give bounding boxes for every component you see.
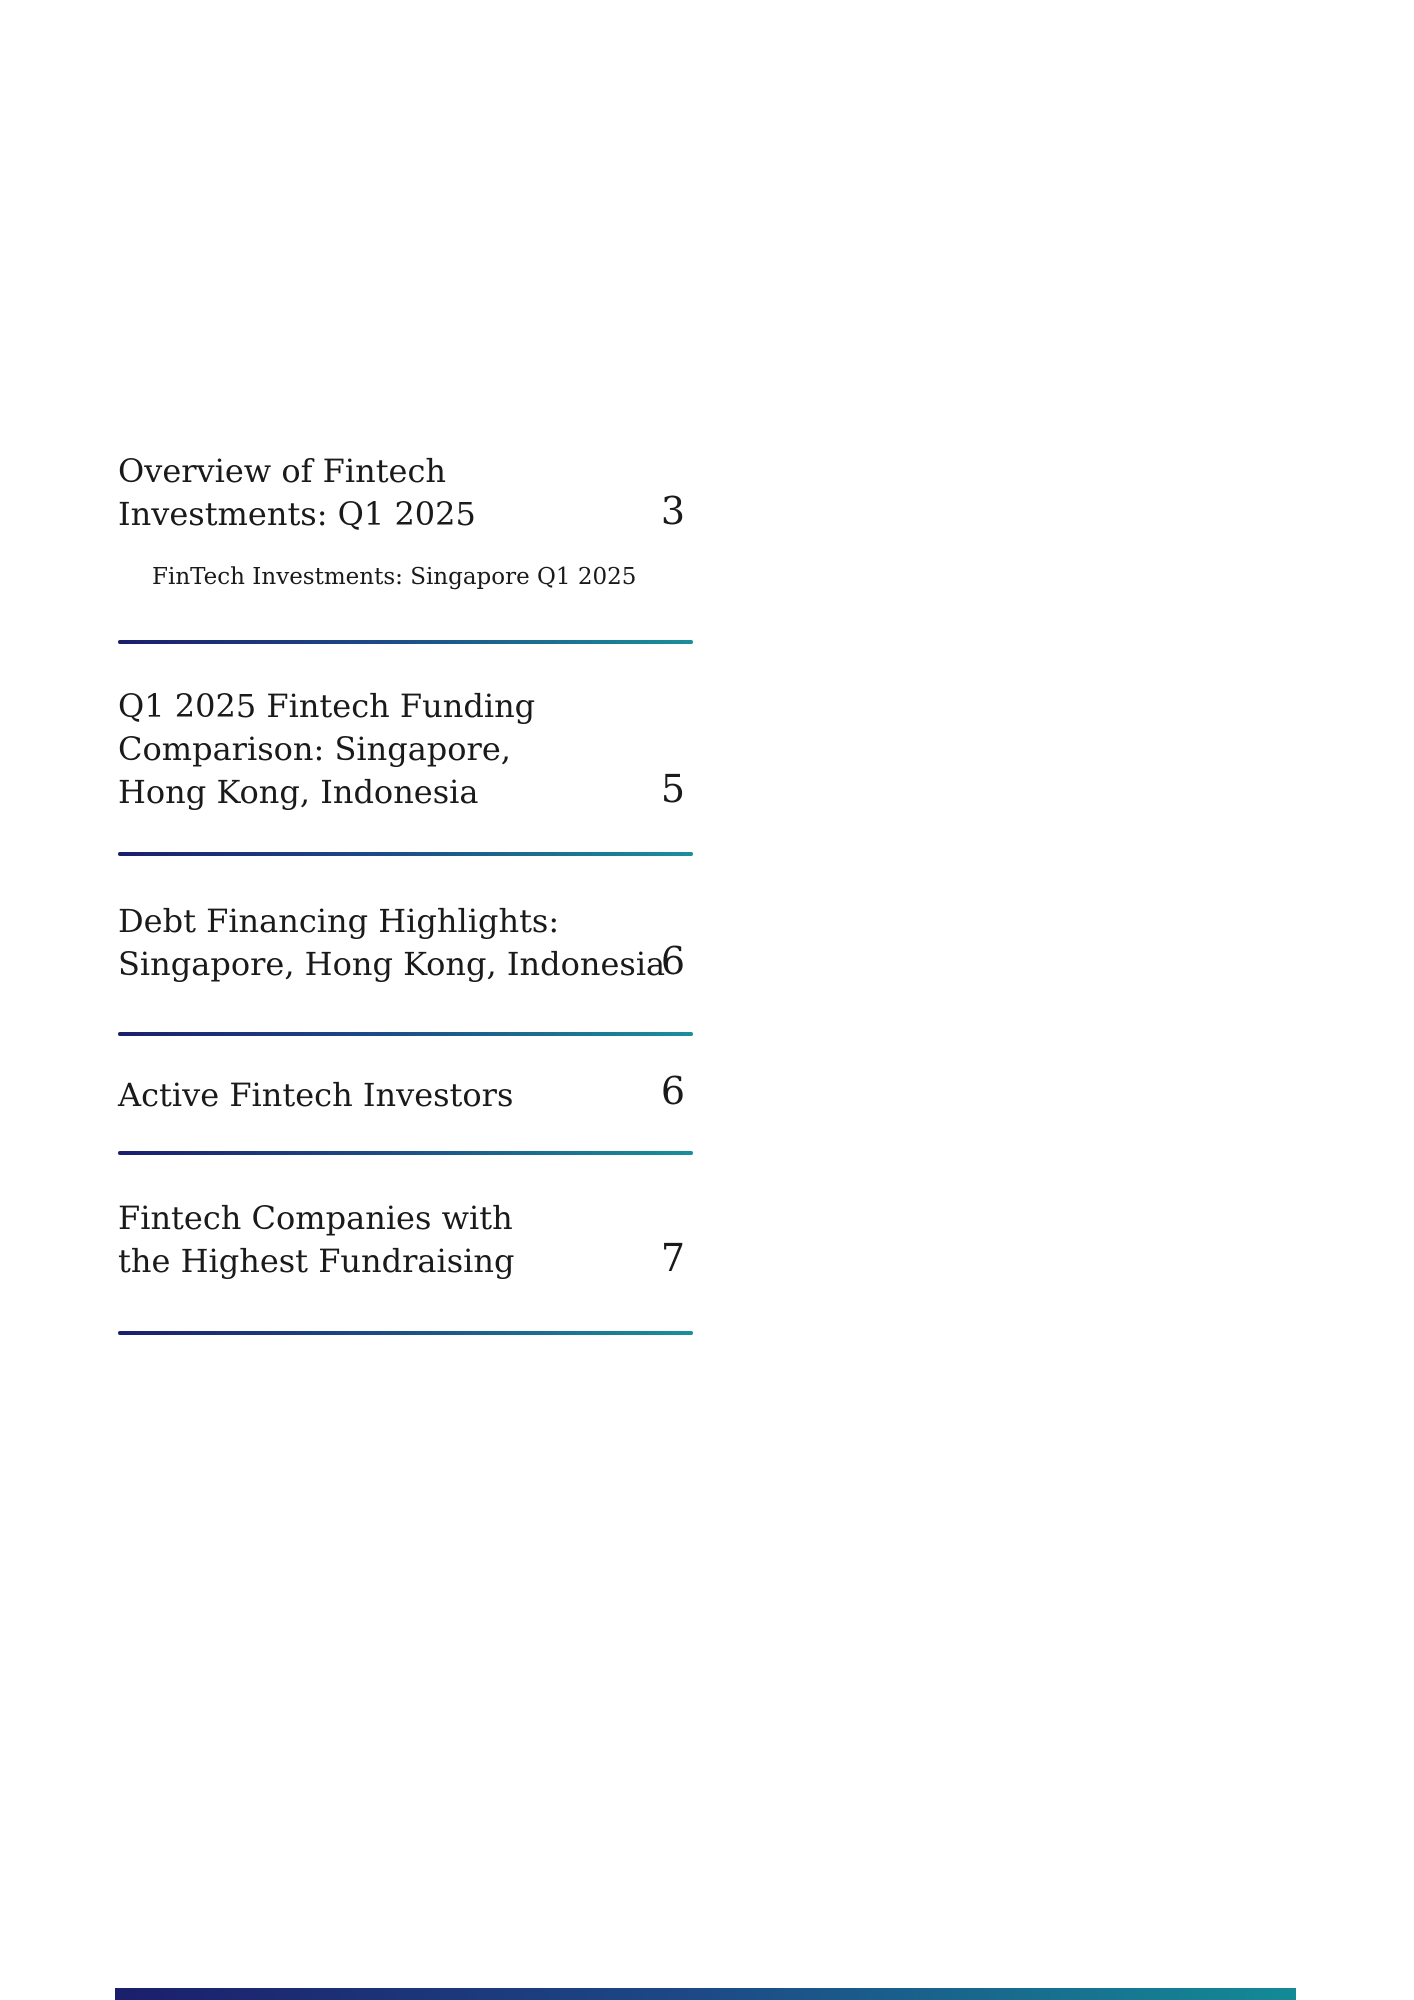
toc-entry-funding-comparison[interactable]: [118, 685, 693, 825]
toc-entry-page-number: 6: [660, 939, 685, 983]
toc-entry-title: [118, 1197, 514, 1283]
toc-entry-debt-financing[interactable]: [118, 900, 693, 1000]
toc-entry-title-line: Singapore, Hong Kong, Indonesia: [118, 945, 666, 983]
toc-subentry-singapore[interactable]: FinTech Investments: Singapore Q1 2025: [152, 564, 637, 590]
toc-entry-overview[interactable]: [118, 450, 693, 645]
toc-entry-title-line: Q1 2025 Fintech Funding: [118, 687, 536, 725]
toc-entry-title: [118, 450, 476, 536]
toc-entry-page-number: 6: [660, 1069, 685, 1113]
toc-divider: [118, 1151, 693, 1155]
toc-entry-page-number: 3: [660, 489, 685, 533]
toc-divider: [118, 852, 693, 856]
toc-entry-title-line: Active Fintech Investors: [118, 1076, 514, 1114]
toc-entry-title-line: Overview of Fintech: [118, 452, 447, 490]
toc-entry-page-number: 7: [660, 1236, 685, 1280]
toc-entry-title-line: Debt Financing Highlights:: [118, 902, 560, 940]
toc-entry-title-line: Hong Kong, Indonesia: [118, 773, 479, 811]
toc-entry-title-line: Fintech Companies with: [118, 1199, 513, 1237]
toc-divider: [118, 1032, 693, 1036]
toc-divider: [118, 1331, 693, 1335]
toc-entry-title-line: Investments: Q1 2025: [118, 495, 476, 533]
toc-entry-title: [118, 685, 535, 814]
toc-entry-active-investors[interactable]: [118, 1069, 693, 1134]
toc-entry-title: [118, 1074, 513, 1117]
footer-accent-bar: [115, 1988, 1296, 2000]
toc-divider: [118, 640, 693, 644]
toc-entry-title-line: Comparison: Singapore,: [118, 730, 511, 768]
toc-entry-highest-fundraising[interactable]: [118, 1197, 693, 1297]
toc-entry-title-line: the Highest Fundraising: [118, 1242, 515, 1280]
toc-entry-title: [118, 900, 665, 986]
toc-entry-page-number: 5: [660, 767, 685, 811]
